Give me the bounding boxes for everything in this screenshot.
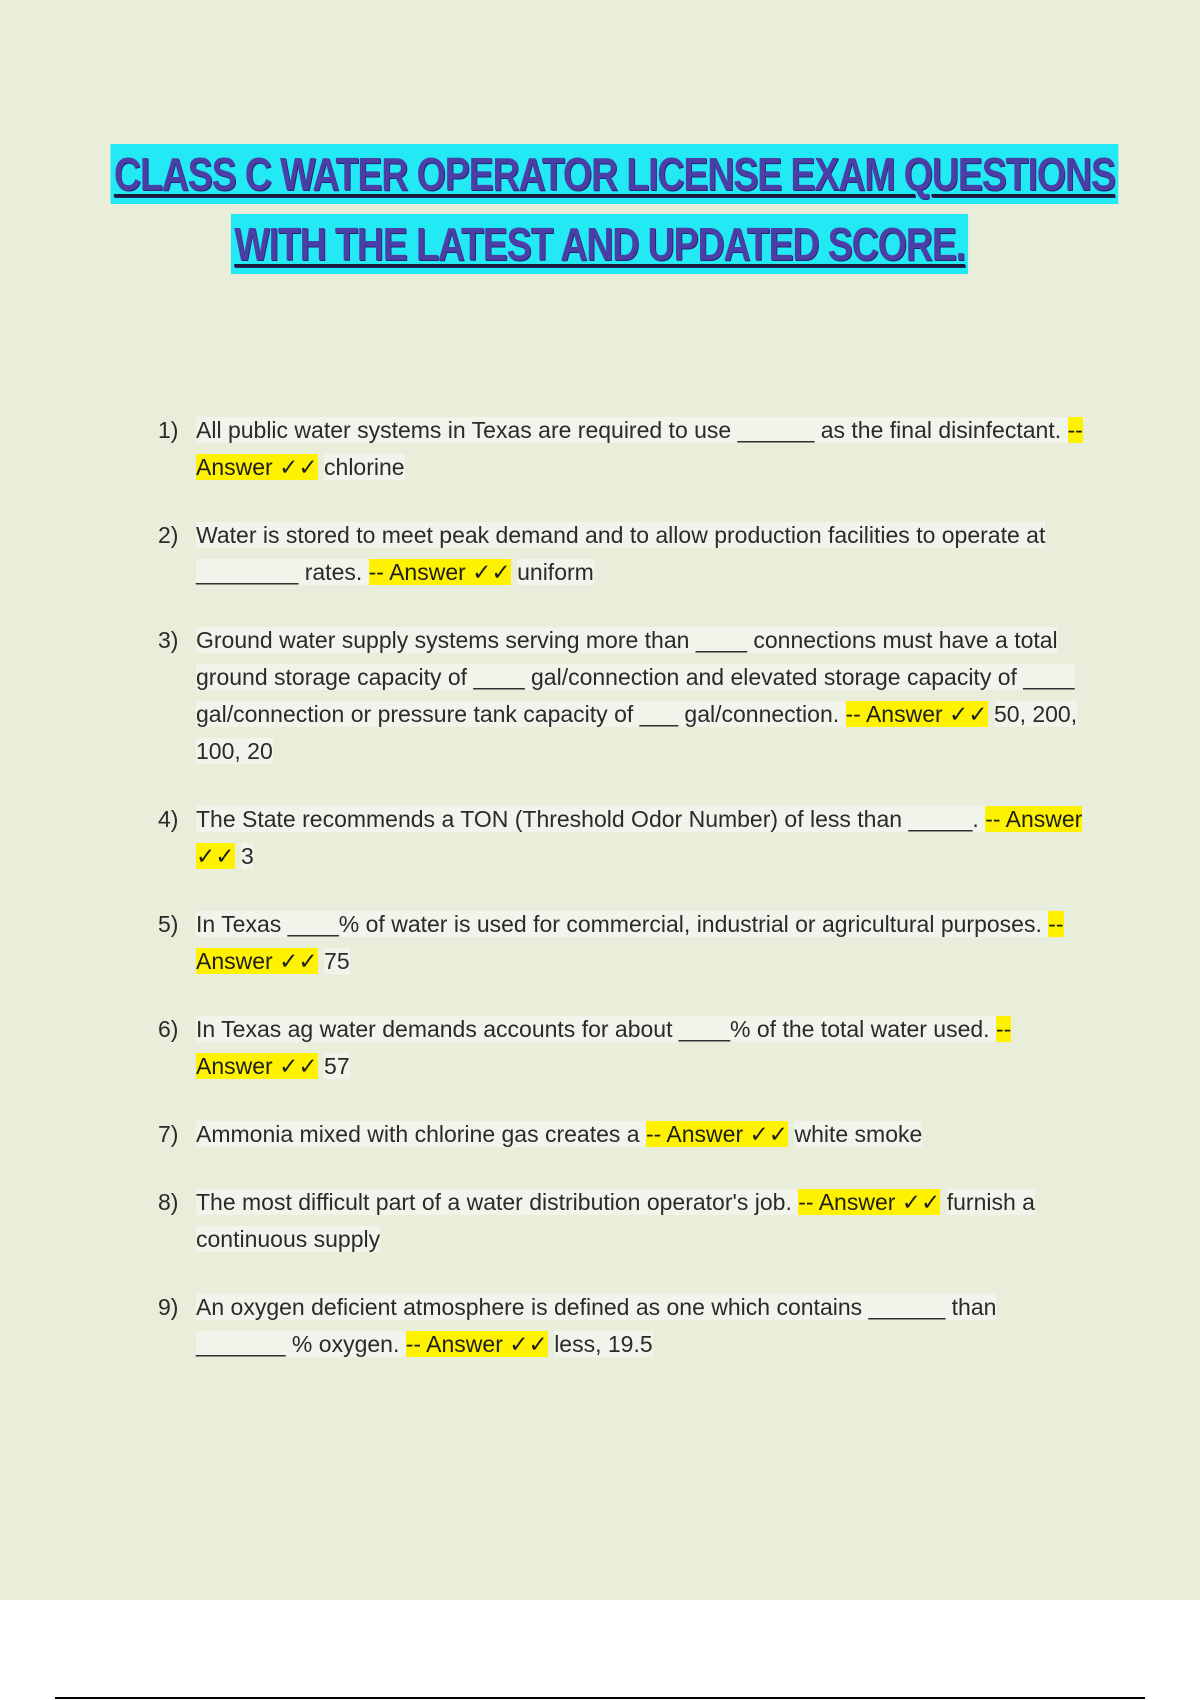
question-number: 3) <box>158 627 179 653</box>
question-item <box>158 517 1088 591</box>
answer-marker: -- Answer ✓✓ <box>645 1121 789 1147</box>
answer-marker: -- Answer ✓✓ <box>196 911 1064 974</box>
title-line-2: WITH THE LATEST AND UPDATED SCORE. <box>231 214 968 274</box>
question-item <box>158 801 1088 875</box>
question-body <box>196 412 1088 486</box>
answer-marker: -- Answer ✓✓ <box>845 701 988 727</box>
question-body <box>196 1011 1088 1085</box>
answer-marker: -- Answer ✓✓ <box>196 417 1083 480</box>
answer-value: 50, 200, 100, 20 <box>196 701 1078 764</box>
answer-value: less, 19.5 <box>554 1331 653 1357</box>
answer-marker: -- Answer ✓✓ <box>405 1331 548 1357</box>
question-number: 7) <box>158 1121 179 1147</box>
answer-value: chlorine <box>324 454 405 480</box>
question-text: Ground water supply systems serving more than ____ connections must have a total ground storage capacity of ____ gal/connection and elevated storage capacity of ____ gal/connection or pressure tank capacity of ___ gal/connection. <box>196 627 1075 727</box>
question-number: 1) <box>158 417 179 443</box>
answer-value: 57 <box>324 1053 350 1079</box>
question-body <box>196 622 1088 770</box>
question-text: All public water systems in Texas are required to use ______ as the final disinfectant. <box>196 417 1068 443</box>
question-text: In Texas ag water demands accounts for about ____% of the total water used. <box>196 1016 996 1042</box>
question-text: The most difficult part of a water distribution operator's job. <box>196 1189 799 1215</box>
question-text: An oxygen deficient atmosphere is defined as one which contains ______ than _______ % oxygen. <box>196 1294 997 1357</box>
question-body <box>196 906 1088 980</box>
question-text: Ammonia mixed with chlorine gas creates a <box>196 1121 646 1147</box>
question-item <box>158 1289 1088 1363</box>
question-body <box>196 517 1088 591</box>
question-text: The State recommends a TON (Threshold Odor Number) of less than _____. <box>196 806 986 832</box>
question-item <box>158 1184 1088 1258</box>
question-body <box>196 1116 1088 1153</box>
question-number: 2) <box>158 522 179 548</box>
answer-marker: -- Answer ✓✓ <box>196 1016 1012 1079</box>
question-text: Water is stored to meet peak demand and to allow production facilities to operate at ________ rates. <box>196 522 1046 585</box>
question-number: 6) <box>158 1016 179 1042</box>
answer-value: 75 <box>324 948 350 974</box>
answer-value: uniform <box>517 559 594 585</box>
question-body <box>196 1289 1088 1363</box>
question-number: 5) <box>158 911 179 937</box>
question-number: 8) <box>158 1189 179 1215</box>
answer-marker: -- Answer ✓✓ <box>196 806 1083 869</box>
footer-divider <box>55 1697 1145 1699</box>
question-body <box>196 1184 1088 1258</box>
question-number: 9) <box>158 1294 179 1320</box>
title-line-1: CLASS C WATER OPERATOR LICENSE EXAM QUESTIONS <box>111 144 1118 204</box>
answer-value: furnish a continuous supply <box>196 1189 1035 1252</box>
question-item <box>158 906 1088 980</box>
question-item <box>158 622 1088 770</box>
question-list <box>158 412 1088 1363</box>
question-item <box>158 1116 1088 1153</box>
answer-value: white smoke <box>794 1121 923 1147</box>
question-text: In Texas ____% of water is used for commercial, industrial or agricultural purposes. <box>196 911 1049 937</box>
question-number: 4) <box>158 806 179 832</box>
answer-marker: -- Answer ✓✓ <box>368 559 511 585</box>
question-item <box>158 412 1088 486</box>
question-body <box>196 801 1088 875</box>
answer-marker: -- Answer ✓✓ <box>798 1189 941 1215</box>
question-item <box>158 1011 1088 1085</box>
answer-value: 3 <box>240 843 254 869</box>
